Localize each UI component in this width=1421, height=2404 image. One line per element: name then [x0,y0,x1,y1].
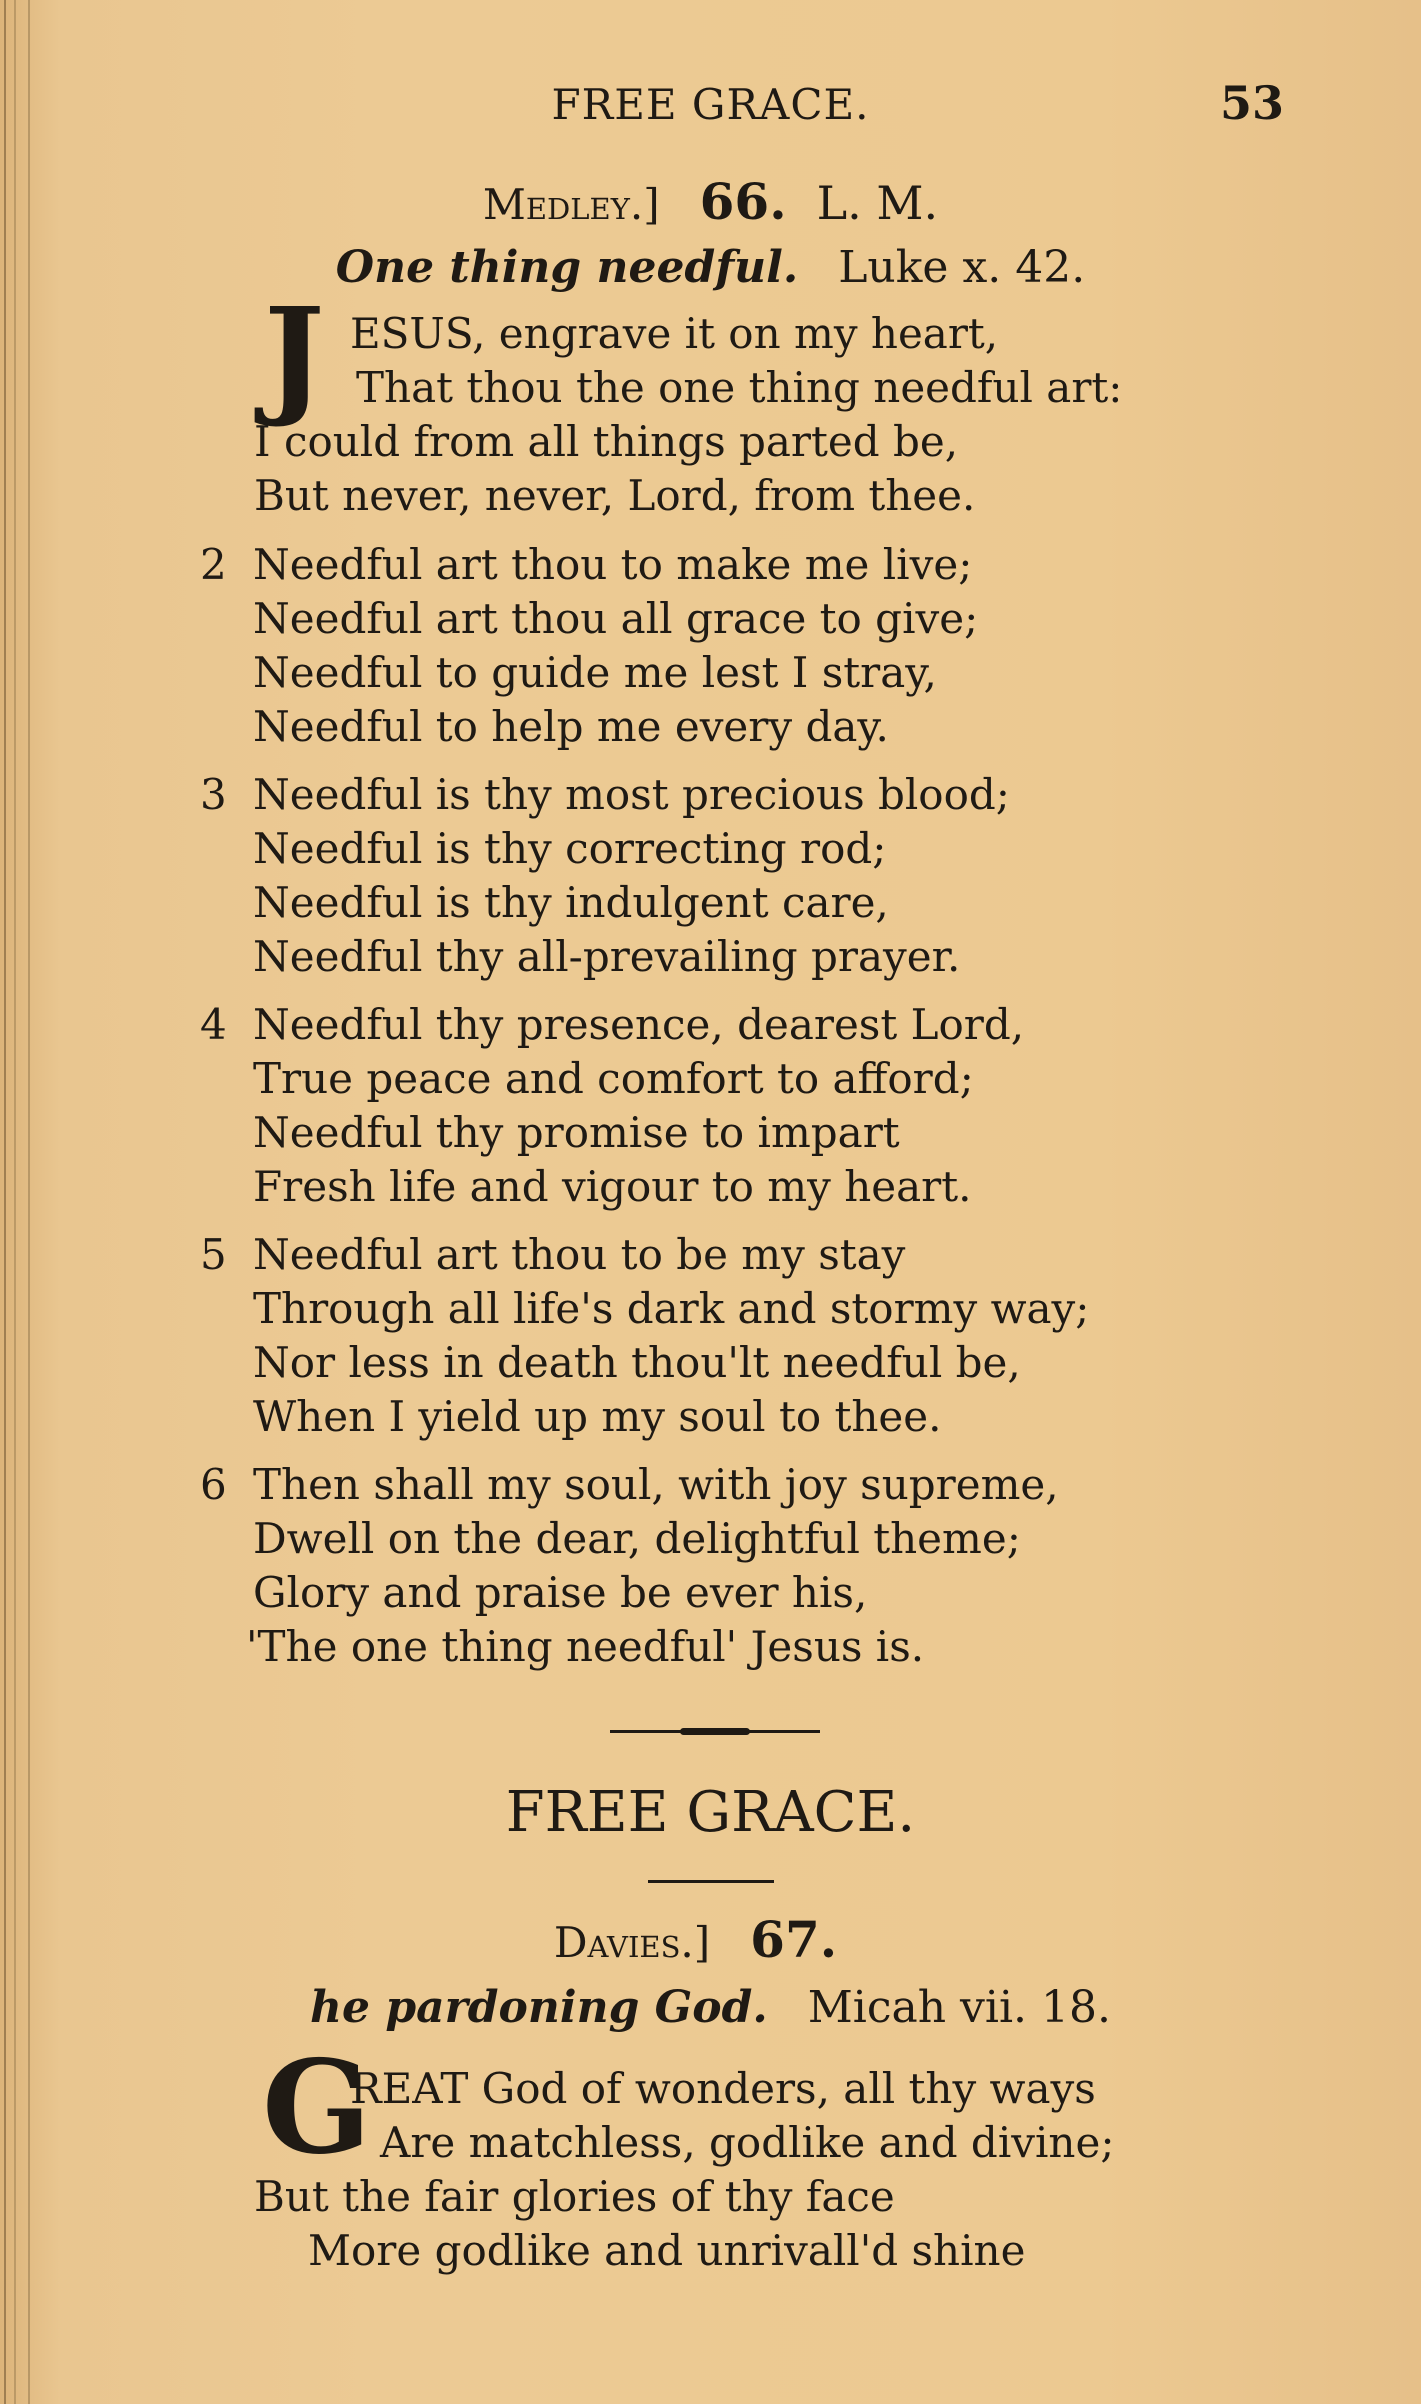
hymn-theme: One thing needful. [335,242,799,293]
verse-line: Glory and praise be ever his, [253,1568,868,1617]
stanza-number: 5 [200,1230,227,1279]
stanza-3 [200,768,1010,984]
stanza-6 [200,1458,1059,1674]
verse-line: But never, never, Lord, from thee. [254,471,976,520]
page-number: 53 [1220,76,1285,130]
hymn-67-heading [0,1910,1421,1969]
hymn-number: 66. [699,172,787,231]
verse-line: Needful is thy most precious blood; [253,770,1010,819]
scripture-reference: Luke x. 42. [838,242,1086,293]
ornamental-rule-center [680,1728,750,1735]
verse-line: Needful thy promise to impart [253,1108,900,1157]
verse-line: But the fair glories of thy face [254,2172,895,2221]
verse-line: More godlike and unrivall'd shine [308,2226,1026,2275]
hymn-number: 67. [750,1910,838,1969]
drop-cap: G [262,2033,372,2183]
verse-line: Dwell on the dear, delightful theme; [253,1514,1021,1563]
tune-name: Medley.] [482,180,660,229]
verse-line: 'The one thing needful' Jesus is. [246,1622,925,1671]
hymn-66-heading [0,172,1421,231]
verse-line: ESUS, engrave it on my heart, [350,309,999,358]
verse-line: Nor less in death thou'lt needful be, [253,1338,1021,1387]
verse-line: REAT God of wonders, all thy ways [350,2064,1096,2113]
verse-line: Needful to guide me lest I stray, [253,648,937,697]
verse-line: Needful art thou all grace to give; [253,594,979,643]
verse-line: Needful thy all-prevailing prayer. [253,932,961,981]
verse-line: Needful to help me every day. [253,702,889,751]
verse-line: True peace and comfort to afford; [253,1054,974,1103]
scripture-reference: Micah vii. 18. [807,1982,1111,2033]
hymn-67-subtitle [0,1982,1421,2033]
verse-line: I could from all things parted be, [254,417,959,466]
verse-line: When I yield up my soul to thee. [253,1392,942,1441]
stanza-1 [254,281,1123,523]
verse-line: Are matchless, godlike and divine; [380,2118,1115,2167]
verse-line: Needful art thou to be my stay [253,1230,906,1279]
stanza-5 [200,1228,1089,1444]
section-title: FREE GRACE. [505,1780,916,1845]
stanza-2 [200,538,978,754]
drop-cap: J [264,281,325,431]
verse-line: Needful thy presence, dearest Lord, [253,1000,1025,1049]
binding-edge [4,0,6,2404]
running-head: FREE GRACE. [551,80,870,129]
verse-line: Needful art thou to make me live; [253,540,973,589]
stanza-4 [200,998,1024,1214]
divider-rule [648,1880,774,1883]
verse-line: Fresh life and vigour to my heart. [253,1162,972,1211]
binding-edge [28,0,30,2404]
hymn-67-stanza-1 [254,2062,1114,2278]
stanza-number: 6 [200,1460,227,1509]
verse-line: Then shall my soul, with joy supreme, [253,1460,1059,1509]
meter: L. M. [816,176,939,230]
binding-edge [14,0,16,2404]
verse-line: That thou the one thing needful art: [356,363,1123,412]
hymn-66-subtitle [0,242,1421,293]
stanza-number: 3 [200,770,227,819]
stanza-number: 4 [200,1000,227,1049]
hymn-theme: he pardoning God. [310,1982,768,2033]
verse-line: Needful is thy indulgent care, [253,878,889,927]
verse-line: Through all life's dark and stormy way; [253,1284,1090,1333]
verse-line: Needful is thy correcting rod; [253,824,887,873]
stanza-number: 2 [200,540,227,589]
tune-name: Davies.] [553,1918,711,1967]
